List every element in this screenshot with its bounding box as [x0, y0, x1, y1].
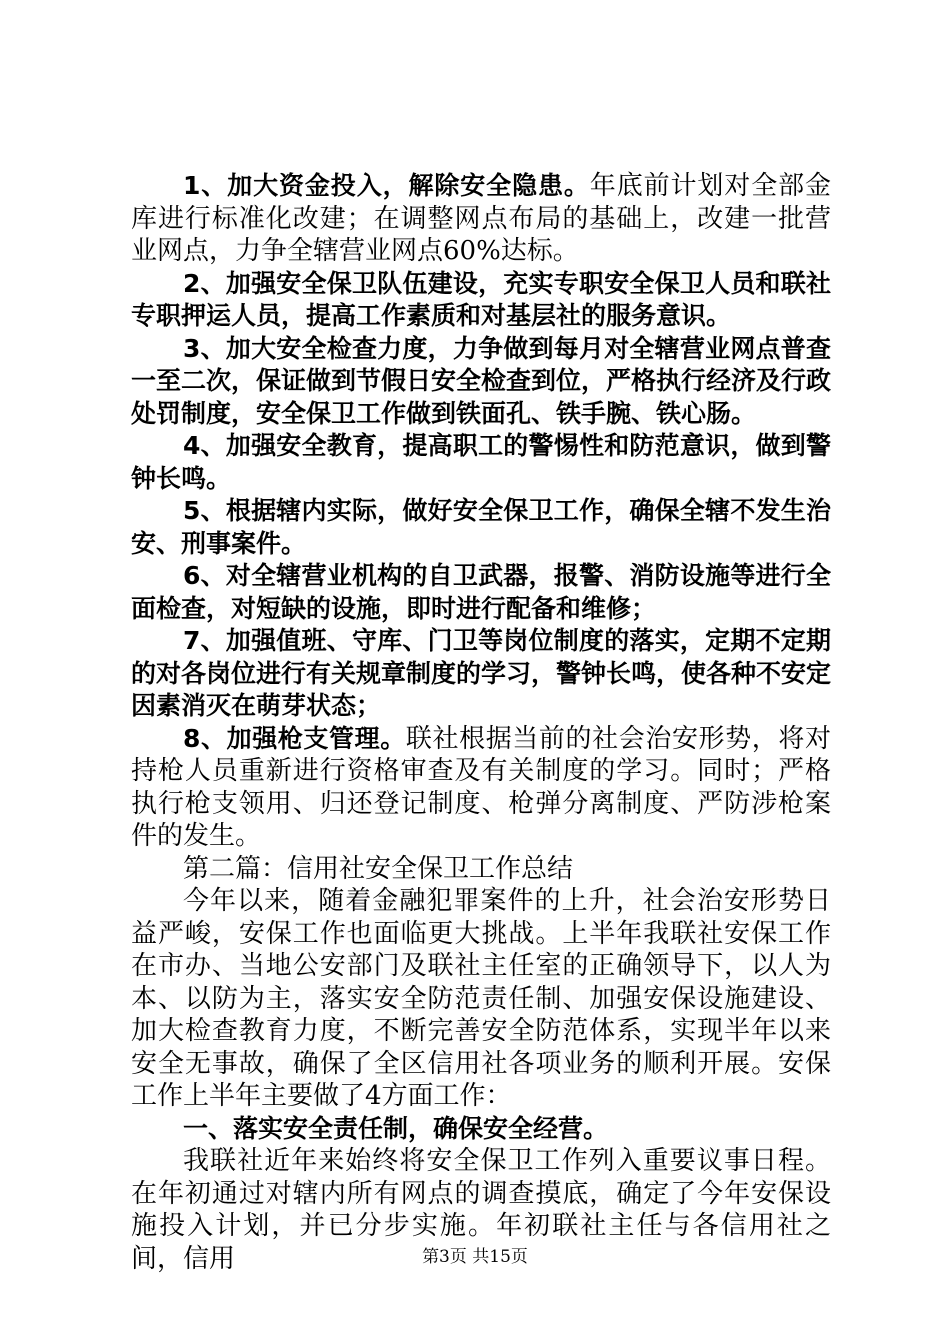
paragraph-7: 7、加强值班、守库、门卫等岗位制度的落实，定期不定期的对各岗位进行有关规章制度的学习，警钟长鸣，使各种不安定因素消灭在萌芽状态；: [131, 626, 832, 720]
last-paragraph: 我联社近年来始终将安全保卫工作列入重要议事日程。在年初通过对辖内所有网点的调查摸底，确定了今年安保设施投入计划，并已分步实施。年初联社主任与各信用社之间，信用: [131, 1146, 831, 1274]
page-footer: 第3页 共15页: [422, 1247, 528, 1267]
paragraph-4: 4、加强安全教育，提高职工的警惕性和防范意识，做到警钟长鸣。: [131, 431, 831, 493]
paragraph-2: 2、加强安全保卫队伍建设，充实专职安全保卫人员和联社专职押运人员，提高工作素质和对基层社的服务意识。: [131, 268, 831, 330]
paragraph-8: 8、加强枪支管理。联社根据当前的社会治安形势，将对持枪人员重新进行资格审查及有关制度的学习。同时；严格执行枪支领用、归还登记制度、枪弹分离制度、严防涉枪案件的发生。: [131, 723, 831, 851]
paragraph-6: 6、对全辖营业机构的自卫武器，报警、消防设施等进行全面检查，对短缺的设施，即时进行配备和维修；: [131, 561, 831, 623]
document-body: [131, 170, 831, 1275]
subheading: 一、落实安全责任制，确保安全经营。: [183, 1113, 609, 1143]
intro-paragraph: 今年以来，随着金融犯罪案件的上升，社会治安形势日益严峻，安保工作也面临更大挑战。上半年我联社安保工作在市办、当地公安部门及联社主任室的正确领导下，以人为本、以防为主，落实安全防范责任制、加强安保设施建设、加大检查教育力度，不断完善安全防范体系，实现半年以来安全无事故，确保了全区信用社各项业务的顺利开展。安保工作上半年主要做了4方面工作：: [131, 886, 831, 1111]
paragraph-1: 1、加大资金投入，解除安全隐患。年底前计划对全部金库进行标准化改建；在调整网点布局的基础上，改建一批营业网点，力争全辖营业网点60%达标。: [131, 171, 831, 266]
paragraph-3: 3、加大安全检查力度，力争做到每月对全辖营业网点普查一至二次，保证做到节假日安全检查到位，严格执行经济及行政处罚制度，安全保卫工作做到铁面孔、铁手腕、铁心肠。: [131, 333, 832, 428]
section-title: 第二篇：信用社安全保卫工作总结: [183, 853, 574, 884]
paragraph-5: 5、根据辖内实际，做好安全保卫工作，确保全辖不发生治安、刑事案件。: [131, 496, 831, 558]
